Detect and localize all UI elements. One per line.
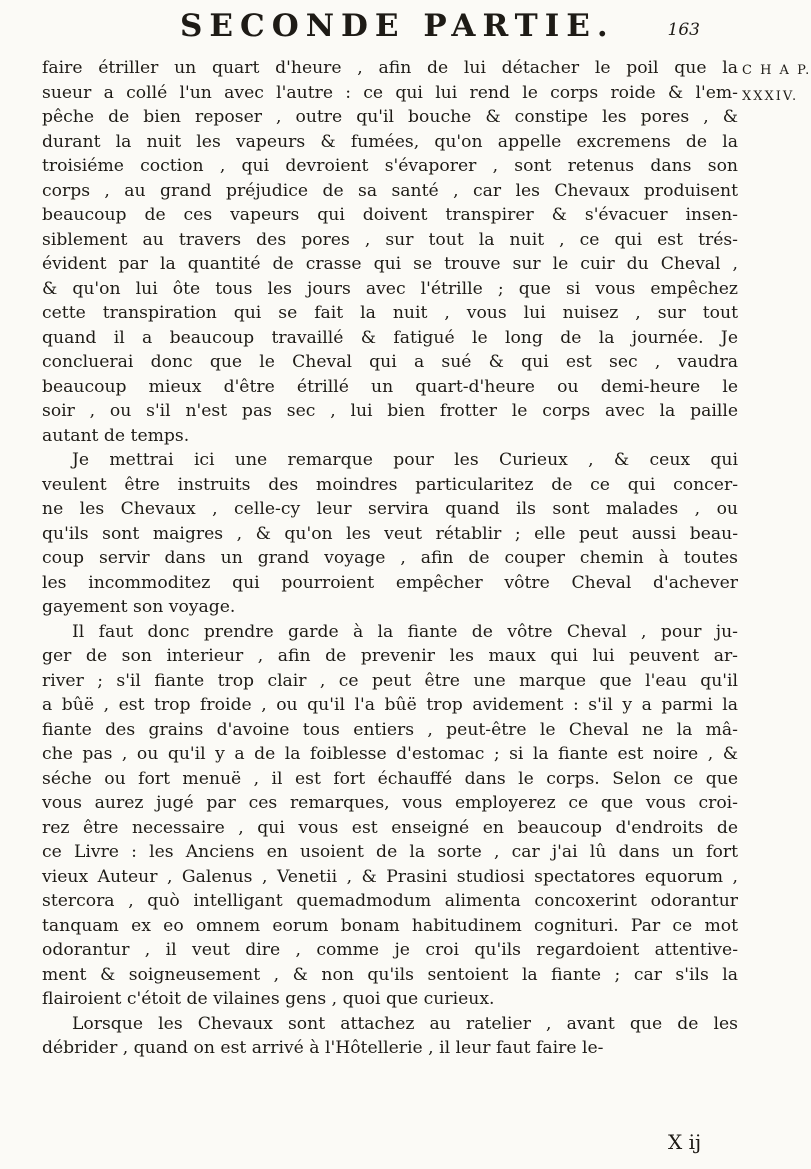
page-number: 163 <box>667 20 700 40</box>
running-title: SECONDE PARTIE. <box>180 8 615 44</box>
text-line: tanquam ex eo omnem eorum bonam habitudinem cognituri. Par ce mot <box>42 915 738 936</box>
text-line: durant la nuit les vapeurs & fumées, qu'on appelle excremens de la <box>42 131 738 152</box>
text-line: veulent être instruits des moindres particularitez de ce qui concer- <box>42 474 738 495</box>
text-line: Je mettrai ici une remarque pour les Curieux , & ceux qui <box>72 450 738 470</box>
text-line: & qu'on lui ôte tous les jours avec l'étrille ; que si vous empêchez <box>42 278 738 299</box>
text-line: qu'ils sont maigres , & qu'on les veut rétablir ; elle peut aussi beau- <box>42 523 738 544</box>
text-line: faire étriller un quart d'heure , afin de lui détacher le poil que la <box>42 58 738 78</box>
text-line: troisiéme coction , qui devroient s'évaporer , sont retenus dans son <box>42 156 738 176</box>
page-header <box>140 6 700 50</box>
margin-note-number: XXXIV. <box>742 89 799 104</box>
text-line: ne les Chevaux , celle-cy leur servira quand ils sont malades , ou <box>42 499 738 519</box>
text-line: beaucoup de ces vapeurs qui doivent transpirer & s'évacuer insen- <box>42 205 738 225</box>
margin-note-chapter: C H A P. <box>742 63 811 78</box>
text-line: sueur a collé l'un avec l'autre : ce qui lui rend le corps roide & l'em- <box>42 82 738 103</box>
text-line: gayement son voyage. <box>42 597 236 617</box>
text-line: beaucoup mieux d'être étrillé un quart-d'heure ou demi-heure le <box>42 376 738 397</box>
text-line: cette transpiration qui se fait la nuit , vous lui nuisez , sur tout <box>42 303 738 323</box>
text-line: flairoient c'étoit de vilaines gens , quoi que curieux. <box>42 989 495 1009</box>
text-line: concluerai donc que le Cheval qui a sué & qui est sec , vaudra <box>42 352 738 372</box>
text-line: odorantur , il veut dire , comme je croi qu'ils regardoient attentive- <box>42 940 738 960</box>
text-line: soir , ou s'il n'est pas sec , lui bien frotter le corps avec la paille <box>42 401 738 421</box>
text-line: quand il a beaucoup travaillé & fatigué le long de la journée. Je <box>42 327 738 348</box>
text-line: siblement au travers des pores , sur tout la nuit , ce qui est trés- <box>42 229 738 250</box>
signature-mark: X ij <box>668 1130 702 1154</box>
text-line: river ; s'il fiante trop clair , ce peut être une marque que l'eau qu'il <box>42 670 738 691</box>
text-line: Lorsque les Chevaux sont attachez au ratelier , avant que de les <box>72 1013 738 1034</box>
text-line: séche ou fort menuë , il est fort échauffé dans le corps. Selon ce que <box>42 768 738 789</box>
text-line: ce Livre : les Anciens en usoient de la sorte , car j'ai lû dans un fort <box>42 842 738 862</box>
text-line: ger de son interieur , afin de prevenir les maux qui lui peuvent ar- <box>42 646 738 666</box>
text-line: coup servir dans un grand voyage , afin de couper chemin à toutes <box>42 548 738 568</box>
text-line: fiante des grains d'avoine tous entiers , peut-être le Cheval ne la mâ- <box>42 719 738 740</box>
text-line: débrider , quand on est arrivé à l'Hôtellerie , il leur faut faire le- <box>42 1038 604 1058</box>
body-text <box>42 56 738 1061</box>
text-line: a bûë , est trop froide , ou qu'il l'a bûë trop avidement : s'il y a parmi la <box>42 695 738 715</box>
text-line: che pas , ou qu'il y a de la foiblesse d'estomac ; si la fiante est noire , & <box>42 744 738 764</box>
chapter-margin-note <box>742 58 811 110</box>
text-line: vieux Auteur , Galenus , Venetii , & Prasini studiosi spectatores equorum , <box>42 866 738 887</box>
text-line: rez être necessaire , qui vous est enseigné en beaucoup d'endroits de <box>42 817 738 838</box>
text-line: les incommoditez qui pourroient empêcher vôtre Cheval d'achever <box>42 572 738 593</box>
text-line: stercora , quò intelligant quemadmodum alimenta concoxerint odorantur <box>42 891 738 911</box>
text-line: pêche de bien reposer , outre qu'il bouche & constipe les pores , & <box>42 107 738 127</box>
text-line: autant de temps. <box>42 425 190 446</box>
text-line: évident par la quantité de crasse qui se trouve sur le cuir du Cheval , <box>42 254 738 274</box>
text-line: vous aurez jugé par ces remarques, vous employerez ce que vous croi- <box>42 793 738 813</box>
text-line: corps , au grand préjudice de sa santé , car les Chevaux produisent <box>42 180 738 201</box>
text-line: Il faut donc prendre garde à la fiante de vôtre Cheval , pour ju- <box>72 621 738 642</box>
text-line: ment & soigneusement , & non qu'ils sentoient la fiante ; car s'ils la <box>42 964 738 985</box>
